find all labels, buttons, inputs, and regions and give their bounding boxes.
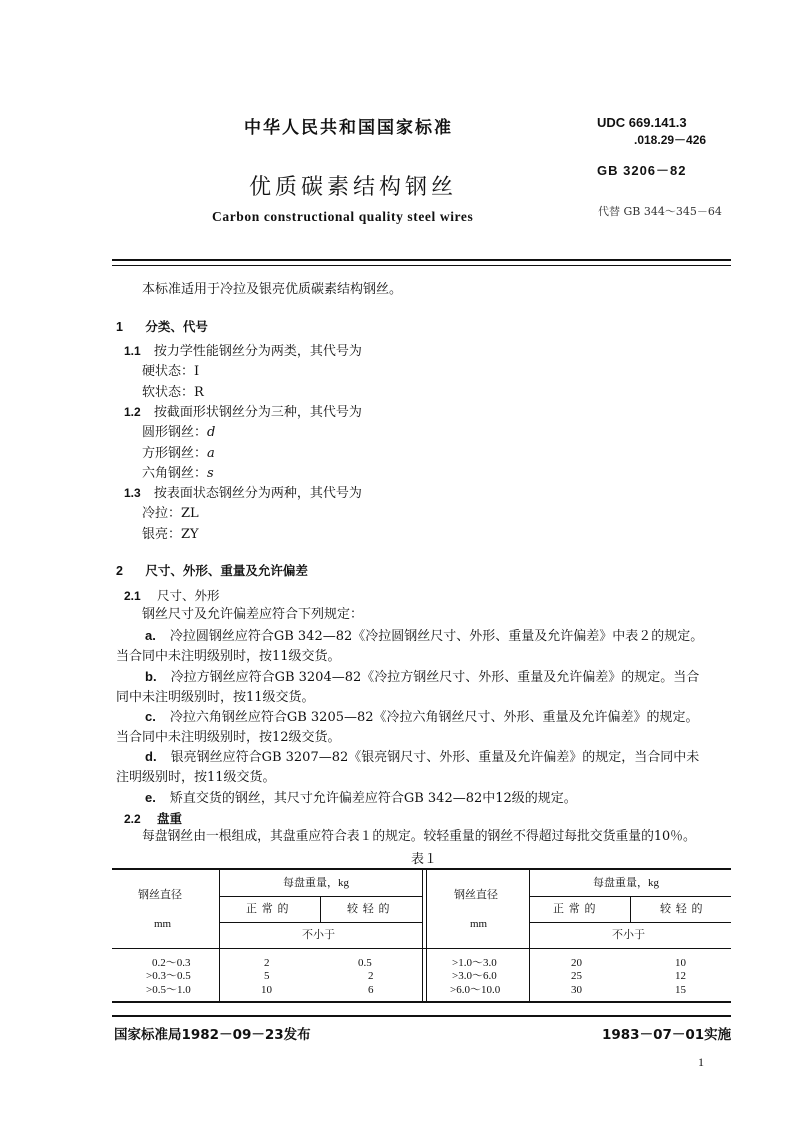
clause-2-2-heading — [124, 809, 182, 827]
table-cell-diameter: >0.5～1.0 — [146, 984, 191, 996]
col-header-min: 不小于 — [302, 929, 335, 941]
item-text: 银亮钢丝应符合GB 3207—82《银亮钢尺寸、外形、重量及允许偏差》的规定，当合同中未 — [170, 750, 700, 765]
col-header-normal: 正 常 的 — [246, 903, 290, 915]
intro-paragraph: 本标准适用于冷拉及银亮优质碳素结构钢丝。 — [142, 282, 403, 297]
col-header-weight: 每盘重量，kg — [593, 877, 659, 889]
clause-2-1-heading — [124, 586, 220, 604]
list-item: 硬状态：Ⅰ — [142, 364, 200, 379]
section-number: 1 — [116, 320, 123, 334]
item-code: s — [207, 466, 214, 481]
standard-title-en: Carbon constructional quality steel wires — [212, 209, 474, 224]
section-title: 分类、代号 — [145, 319, 208, 334]
table-cell-light: 6 — [368, 984, 374, 996]
table-hline — [530, 922, 731, 923]
item-d-line2: 注明级别时，按11级交货。 — [116, 770, 276, 785]
item-label: 圆形钢丝： — [142, 425, 208, 440]
item-b-line2: 同中未注明级别时，按11级交货。 — [116, 690, 315, 705]
table-cell-diameter: >3.0～6.0 — [452, 970, 497, 982]
item-code: a — [207, 446, 215, 461]
table-hline — [530, 896, 731, 897]
item-a-line2: 当合同中未注明级别时，按11级交货。 — [116, 649, 341, 664]
table-cell-normal: 30 — [571, 984, 582, 996]
item-mark: c. — [145, 709, 156, 724]
replaces-standard: 代替 GB 344～345－64 — [598, 205, 722, 218]
item-c-line1 — [145, 708, 699, 726]
item-a-line1 — [145, 627, 703, 645]
table-vline — [630, 896, 631, 922]
table-cell-diameter: >1.0～3.0 — [452, 957, 497, 969]
table-cell-light: 15 — [675, 984, 686, 996]
table-cell-normal: 2 — [264, 957, 270, 969]
clause-title: 尺寸、外形 — [157, 588, 220, 603]
table-bottom-rule — [112, 1001, 731, 1003]
col-header-unit: mm — [470, 918, 488, 930]
udc-code-line1: UDC 669.141.3 — [597, 115, 687, 130]
clause-1-1 — [124, 343, 362, 360]
table-hline — [220, 896, 422, 897]
item-c-line2: 当合同中未注明级别时，按12级交货。 — [116, 730, 341, 745]
table-cell-normal: 25 — [571, 970, 582, 982]
col-header-unit: mm — [154, 918, 172, 930]
col-header-diameter: 钢丝直径 — [454, 889, 498, 901]
item-code: d — [207, 425, 216, 440]
table-cell-normal: 5 — [264, 970, 270, 982]
effective-date: 1983－07－01实施 — [602, 1027, 732, 1043]
list-item — [142, 424, 215, 441]
clause-number: 1.3 — [124, 486, 141, 500]
clause-number: 1.2 — [124, 405, 141, 419]
item-text: 冷拉六角钢丝应符合GB 3205—82《冷拉六角钢丝尺寸、外形、重量及允许偏差》的规定。 — [169, 710, 699, 725]
clause-number: 2.2 — [124, 812, 141, 826]
list-item: 银亮：ZY — [142, 527, 199, 542]
item-text: 矫直交货的钢丝，其尺寸允许偏差应符合GB 342—82中12级的规定。 — [169, 791, 577, 806]
table-cell-light: 12 — [675, 970, 686, 982]
udc-code-line2: .018.29－426 — [634, 133, 707, 147]
clause-text: 按表面状态钢丝分为两种，其代号为 — [153, 486, 362, 501]
col-header-light: 较 轻 的 — [347, 903, 391, 915]
clause-number: 2.1 — [124, 589, 141, 603]
list-item: 软状态：R — [142, 385, 204, 400]
standard-code: GB 3206－82 — [597, 163, 687, 178]
national-standard-title: 中华人民共和国国家标准 — [244, 118, 453, 138]
clause-number: 1.1 — [124, 344, 141, 358]
list-item — [142, 465, 214, 482]
clause-2-2-text: 每盘钢丝由一根组成，其盘重应符合表１的规定。较轻重量的钢丝不得超过每批交货重量的10％。 — [142, 829, 696, 844]
table-hline — [220, 922, 422, 923]
table-caption: 表１ — [411, 852, 438, 867]
table-vline — [422, 870, 423, 1001]
table-cell-light: 2 — [368, 970, 374, 982]
col-header-weight: 每盘重量，kg — [283, 877, 349, 889]
section-title: 尺寸、外形、重量及允许偏差 — [145, 563, 308, 578]
table-vline — [320, 896, 321, 922]
item-mark: b. — [145, 669, 157, 684]
item-label: 方形钢丝： — [142, 446, 208, 461]
item-text: 冷拉圆钢丝应符合GB 342—82《冷拉圆钢丝尺寸、外形、重量及允许偏差》中表２的规定。 — [169, 629, 704, 644]
item-b-line1 — [145, 668, 699, 686]
item-text: 冷拉方钢丝应符合GB 3204—82《冷拉方钢丝尺寸、外形、重量及允许偏差》的规定。当合 — [170, 670, 700, 685]
section-number: 2 — [116, 564, 123, 578]
page-number: 1 — [698, 1055, 704, 1069]
item-e-line1 — [145, 789, 577, 807]
table-cell-normal: 20 — [571, 957, 582, 969]
clause-title: 盘重 — [157, 811, 183, 826]
section-1-heading — [116, 317, 208, 335]
issue-date: 国家标准局1982－09－23发布 — [114, 1027, 311, 1043]
section-2-heading — [116, 561, 308, 579]
item-label: 六角钢丝： — [142, 466, 208, 481]
header-rule-thin — [112, 265, 731, 266]
header-rule-thick — [112, 259, 731, 261]
list-item — [142, 445, 215, 462]
table-vline — [219, 870, 220, 1001]
clause-intro: 钢丝尺寸及允许偏差应符合下列规定： — [142, 607, 364, 622]
clause-1-3 — [124, 485, 362, 502]
col-header-diameter: 钢丝直径 — [138, 889, 182, 901]
table-cell-diameter: >6.0～10.0 — [450, 984, 501, 996]
col-header-light: 较 轻 的 — [660, 903, 704, 915]
item-d-line1 — [145, 748, 699, 766]
item-mark: e. — [145, 790, 156, 805]
table-cell-diameter: >0.3～0.5 — [146, 970, 191, 982]
table-cell-light: 0.5 — [358, 957, 372, 969]
table-cell-diameter: 0.2～0.3 — [152, 957, 191, 969]
list-item: 冷拉：ZL — [142, 506, 199, 521]
table-cell-light: 10 — [675, 957, 686, 969]
item-mark: a. — [145, 628, 156, 643]
standard-title-cn: 优质碳素结构钢丝 — [249, 175, 458, 200]
clause-1-2 — [124, 404, 362, 421]
table-vline — [529, 870, 530, 1001]
col-header-normal: 正 常 的 — [553, 903, 597, 915]
item-mark: d. — [145, 749, 157, 764]
table-cell-normal: 10 — [261, 984, 272, 996]
table-vline — [426, 870, 427, 1001]
clause-text: 按力学性能钢丝分为两类，其代号为 — [153, 344, 362, 359]
col-header-min: 不小于 — [612, 929, 645, 941]
clause-text: 按截面形状钢丝分为三种，其代号为 — [153, 405, 362, 420]
footer-rule — [112, 1015, 731, 1017]
